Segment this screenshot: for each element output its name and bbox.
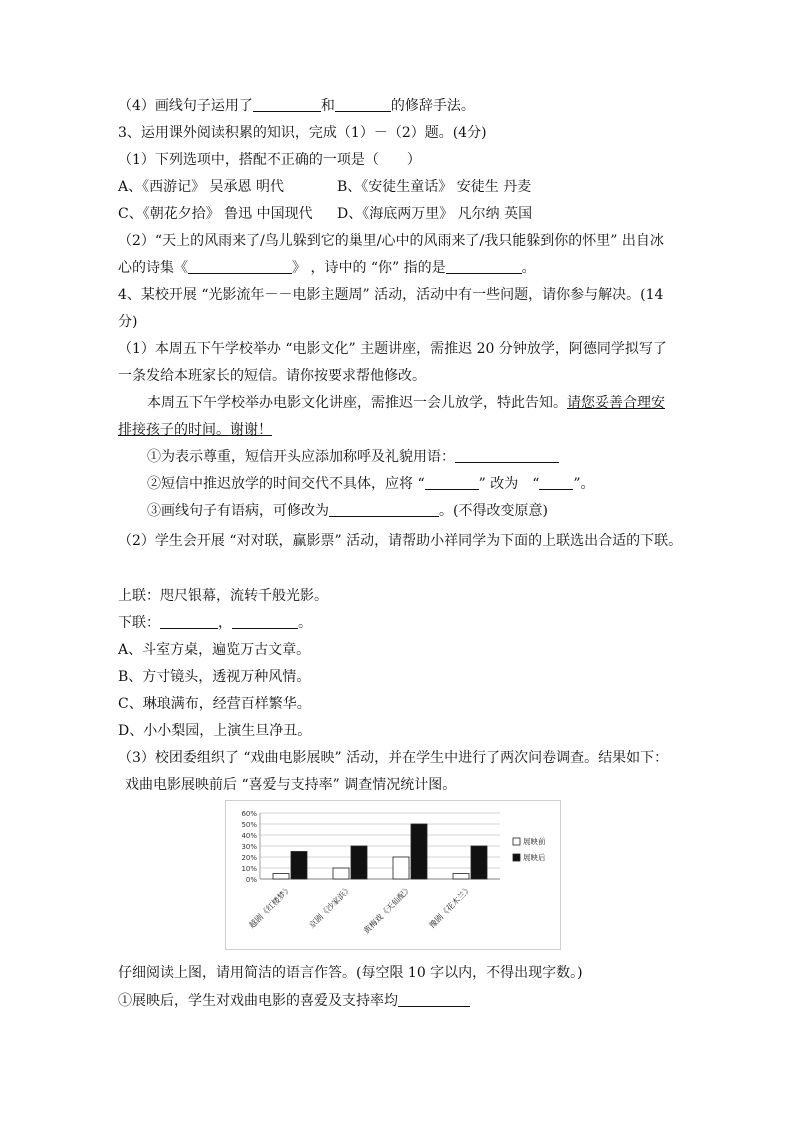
q3-option-a: A、《西游记》 吴承恩 明代 <box>118 179 285 195</box>
bar-after <box>291 852 307 880</box>
legend-label: 展映前 <box>523 837 546 846</box>
item3-text-a: ③画线句子有语病，可修改为 <box>147 503 329 519</box>
q3-2-line2 <box>118 258 536 278</box>
x-tick-label: 京剧《沙家浜》 <box>307 884 354 931</box>
lower-label: 下联： <box>118 615 160 631</box>
legend-swatch <box>513 838 520 845</box>
q3-2-text-c: 。 <box>521 260 536 276</box>
q3-option-d: D、《海底两万里》 凡尔纳 英国 <box>337 206 533 222</box>
q4-1-item3 <box>147 501 548 521</box>
q3-option-c: C、《朝花夕拾》 鲁迅 中国现代 <box>118 206 313 222</box>
answer-blank[interactable] <box>160 614 218 629</box>
answer-blank[interactable] <box>446 259 522 274</box>
underlined-sentence-end: 谢谢！ <box>230 422 272 438</box>
q3-4-text-b: 和 <box>320 98 335 114</box>
sms-text: 本周五下午学校举办电影文化讲座，需推迟一会儿放学，特此告知。 <box>147 395 567 411</box>
lower-comma: ， <box>218 615 232 631</box>
y-tick-label: 0% <box>245 876 257 884</box>
q3-option-b: B、《安徒生童话》 安徒生 丹麦 <box>337 179 532 195</box>
q3-4-line <box>118 96 475 116</box>
q3-title: 3、运用课外阅读积累的知识，完成（1）－（2）题。(4分) <box>118 125 487 141</box>
survey-bar-chart <box>225 800 561 950</box>
q3-2-text-a: 心的诗集《 <box>118 260 188 276</box>
answer-blank[interactable] <box>455 448 559 463</box>
x-tick-label: 豫剧《花木兰》 <box>427 884 474 931</box>
y-tick-label: 10% <box>241 865 257 873</box>
bar-after <box>471 846 487 879</box>
answer-blank[interactable] <box>232 614 298 629</box>
lower-end: 。 <box>298 615 312 631</box>
answer-blank[interactable] <box>253 97 321 112</box>
item3-text-b: 。(不得改变原意) <box>439 503 548 519</box>
bar-after <box>351 846 367 879</box>
answer1-text: ①展映后，学生对戏曲电影的喜爱及支持率均 <box>118 993 398 1009</box>
q4-1-item2 <box>147 474 595 494</box>
item2-text-b: ” 改为 “ <box>478 476 540 492</box>
y-tick-label: 40% <box>241 832 257 840</box>
q3-2-text-b: 》 ，诗中的 “你” 指的是 <box>292 260 446 276</box>
q4-2-prompt: （2）学生会开展 “对对联，赢影票” 活动，请帮助小祥同学为下面的上联选出合适的下联。 <box>118 533 683 549</box>
q4-1-item1 <box>147 447 559 467</box>
couplet-upper: 上联：咫尺银幕，流转千般光影。 <box>118 588 328 604</box>
item2-text-a: ②短信中推迟放学的时间交代不具体，应将 “ <box>147 476 425 492</box>
answer-blank[interactable] <box>335 97 391 112</box>
legend-label: 展映后 <box>523 853 546 862</box>
bar-before <box>453 874 469 880</box>
q4-3-line1: （3）校团委组织了 “戏曲电影展映” 活动，并在学生中进行了两次问卷调查。结果如下： <box>118 750 669 766</box>
y-tick-label: 20% <box>241 854 257 862</box>
couplet-lower <box>118 613 312 633</box>
q4-3-instruction: 仔细阅读上图，请用简洁的语言作答。(每空限 10 字以内，不得出现字数。) <box>118 965 583 981</box>
x-tick-label: 黄梅戏《天仙配》 <box>361 884 414 936</box>
answer-blank[interactable] <box>398 992 470 1007</box>
answer-blank[interactable] <box>539 475 573 490</box>
couplet-option-d: D、小小梨园，上演生旦净丑。 <box>118 723 312 739</box>
item1-text: ①为表示尊重，短信开头应添加称呼及礼貌用语： <box>147 449 455 465</box>
couplet-option-b: B、方寸镜头，透视万种风情。 <box>118 669 311 685</box>
q4-title-line2: 分) <box>118 314 138 330</box>
legend-swatch <box>513 854 520 861</box>
underlined-sentence: 请您妥善合理安 <box>567 395 665 411</box>
y-tick-label: 30% <box>241 843 257 851</box>
sms-message-line1 <box>147 393 665 413</box>
x-tick-label: 越剧《红楼梦》 <box>247 884 294 931</box>
item2-text-c: ”。 <box>573 476 595 492</box>
answer-blank[interactable] <box>188 259 292 274</box>
sms-message-line2 <box>118 420 272 440</box>
bar-before <box>273 874 289 880</box>
answer-blank[interactable] <box>425 475 479 490</box>
q4-1-line2: 一条发给本班家长的短信。请你按要求帮他修改。 <box>118 368 426 384</box>
couplet-option-a: A、斗室方桌，遍览万古文章。 <box>118 642 311 658</box>
underlined-sentence: 排接孩子的时间。 <box>118 422 230 438</box>
q4-1-line1: （1）本周五下午学校举办 “电影文化” 主题讲座，需推迟 20 分钟放学，阿德同学拟写了 <box>118 341 667 357</box>
q4-title-line1: 4、某校开展 “光影流年－－电影主题周” 活动，活动中有一些问题，请你参与解决。(14 <box>118 287 664 303</box>
bar-before <box>393 857 409 879</box>
q4-3-line2: 戏曲电影展映前后 “喜爱与支持率” 调查情况统计图。 <box>125 777 457 793</box>
q3-4-text-a: （4）画线句子运用了 <box>118 98 253 114</box>
answer-blank[interactable] <box>329 502 439 517</box>
q3-1-prompt: （1）下列选项中，搭配不正确的一项是（ ） <box>118 152 421 168</box>
q3-2-line1: （2）“天上的风雨来了/鸟儿躲到它的巢里/心中的风雨来了/我只能躲到你的怀里” 出自冰 <box>118 233 664 249</box>
q3-4-text-c: 的修辞手法。 <box>390 98 475 114</box>
y-tick-label: 50% <box>241 821 257 829</box>
bar-before <box>333 868 349 879</box>
couplet-option-c: C、琳琅满布，经营百样繁华。 <box>118 696 311 712</box>
bar-after <box>411 824 427 879</box>
y-tick-label: 60% <box>241 810 257 818</box>
q4-3-answer1 <box>118 991 470 1011</box>
